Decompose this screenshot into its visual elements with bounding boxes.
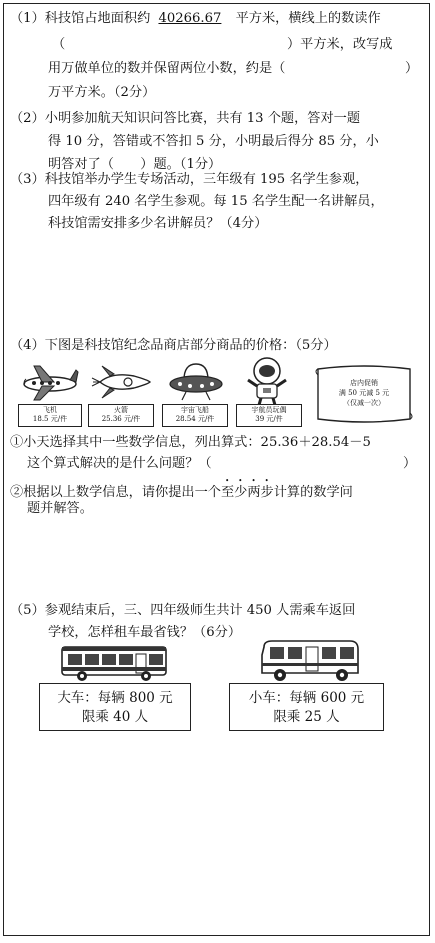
q1-text-a: （1）科技馆占地面积约	[10, 11, 151, 26]
q2-line3: 明答对了（ ）题。（1分）	[48, 157, 222, 172]
q4-sub2-emphasis: 至少两步	[221, 485, 274, 500]
price-tag-value: 25.36 元/件	[101, 415, 141, 423]
q4-sub2-text-b: 计算的数学问	[273, 485, 353, 500]
big-bus-price: 大车：每辆 800 元	[57, 690, 173, 706]
promo-line1: 店内促销	[350, 379, 378, 387]
q1-area-value: 40266.67	[158, 11, 222, 26]
q4-sub1-line1: ①小天选择其中一些数学信息，列出算式：25.36＋28.54－5	[10, 435, 371, 450]
q1-line4: 万平方米。（2分）	[48, 85, 156, 100]
small-bus-icon	[258, 639, 362, 683]
big-bus-info-card	[39, 683, 191, 731]
q4-sub2-line2: 题并解答。	[27, 501, 93, 516]
price-tag-name: 宇宙飞船	[181, 406, 209, 414]
q3-line3: 科技馆需安排多少名讲解员？（4分）	[48, 216, 268, 231]
price-tag-spaceship	[162, 404, 228, 427]
q2-line2: 得 10 分，答错或不答扣 5 分，小明最后得分 85 分，小	[48, 134, 379, 149]
astronaut-toy-icon	[240, 356, 294, 406]
q2-line1: （2）小明参加航天知识问答比赛，共有 13 个题，答对一题	[10, 111, 361, 126]
q5-line1: （5）参观结束后，三、四年级师生共计 450 人需乘车返回	[10, 603, 356, 618]
rocket-icon	[92, 364, 152, 400]
q1-text-b: 平方米，横线上的数读作	[235, 11, 381, 26]
q3-line1: （3）科技馆举办学生专场活动，三年级有 195 名学生参观，	[10, 172, 369, 187]
q1-line3a: 用万做单位的数并保留两位小数，约是（	[48, 61, 286, 76]
big-bus-capacity: 限乘 40 人	[81, 709, 149, 725]
price-tag-value: 18.5 元/件	[32, 415, 68, 423]
q4-title: （4）下图是科技馆纪念品商店部分商品的价格：（5分）	[10, 338, 337, 353]
promo-line2: 满 50 元减 5 元	[338, 389, 390, 397]
q3-line2: 四年级有 240 名学生参观。每 15 名学生配一名讲解员，	[48, 194, 384, 209]
q1-line1	[10, 9, 381, 28]
price-tag-name: 宇航员玩偶	[251, 406, 287, 414]
q5-line2: 学校，怎样租车最省钱？（6分）	[48, 625, 242, 640]
big-bus-icon	[60, 645, 168, 683]
price-tag-value: 39 元/件	[255, 415, 283, 423]
price-tag-name: 飞机	[43, 406, 57, 414]
price-tag-astronaut	[236, 404, 302, 427]
promo-sign-text	[324, 378, 404, 408]
q1-line3b: ）	[405, 61, 419, 76]
airplane-icon	[20, 362, 80, 402]
q4-sub1-line2a: 这个算式解决的是什么问题？（	[27, 456, 212, 471]
price-tag-name: 火箭	[114, 406, 128, 414]
price-tag-rocket	[88, 404, 154, 427]
small-bus-price: 小车：每辆 600 元	[248, 690, 365, 706]
price-tag-airplane	[18, 404, 82, 427]
spaceship-icon	[168, 360, 224, 402]
q4-sub2-text-a: ②根据以上数学信息，请你提出一个	[10, 485, 221, 500]
q1-line2b: ）平方米，改写成	[287, 37, 393, 52]
price-tag-value: 28.54 元/件	[175, 415, 215, 423]
q1-line2a: （	[52, 37, 66, 52]
q4-sub1-line2b: ）	[403, 456, 417, 471]
small-bus-capacity: 限乘 25 人	[273, 709, 340, 725]
small-bus-info-card	[229, 683, 384, 731]
promo-line3: （仅减一次）	[343, 399, 385, 407]
